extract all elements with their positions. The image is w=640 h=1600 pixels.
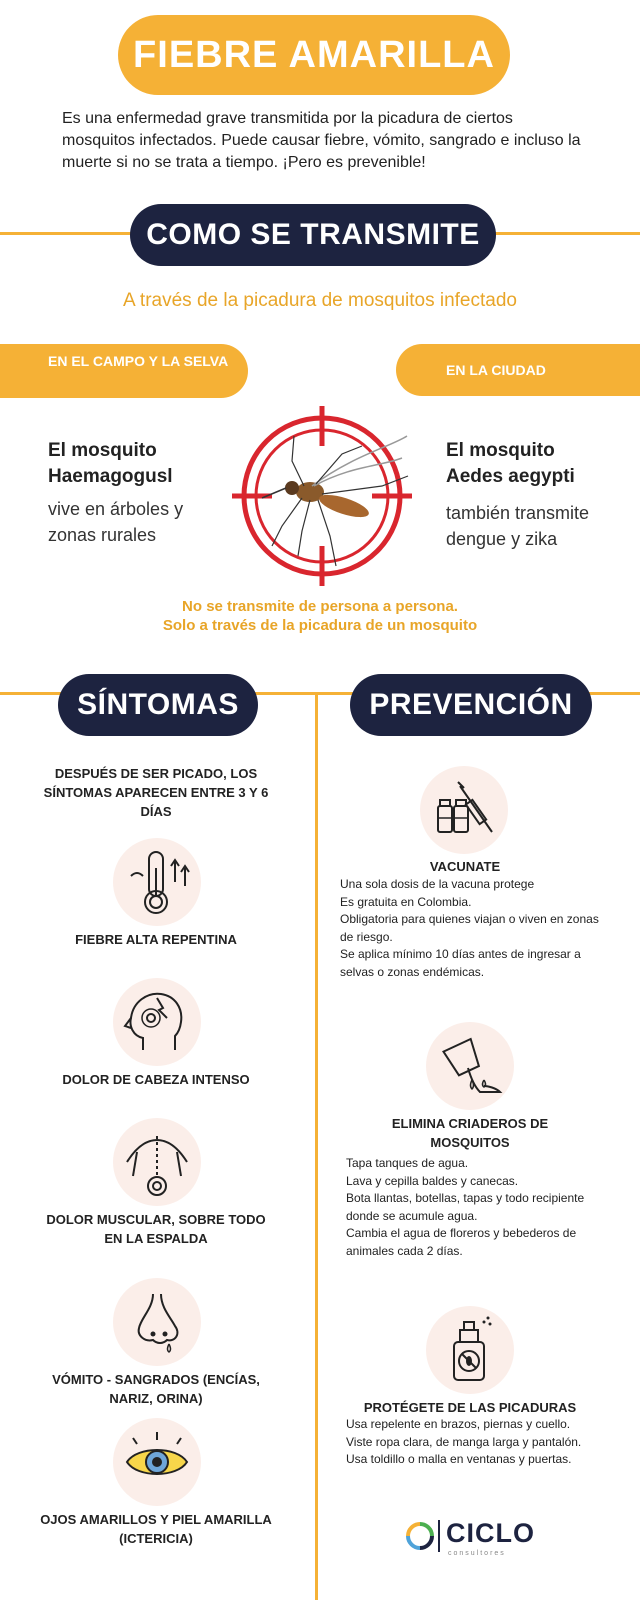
logo-separator: [438, 1520, 440, 1552]
vaccine-icon: [420, 766, 508, 854]
prevention-heading: PREVENCIÓN: [369, 688, 573, 721]
symptom-label: DOLOR MUSCULAR, SOBRE TODO EN LA ESPALDA: [46, 1212, 266, 1246]
tag-city: [396, 344, 640, 396]
prevention-title: VACUNATE: [429, 859, 501, 874]
prevention-line: Bota llantas, botellas, tapas y todo recipiente donde se acumule agua.: [346, 1191, 585, 1223]
rural-mosquito-block: [48, 438, 228, 548]
rural-mosquito-line2: Haemagogusl: [48, 466, 173, 487]
brand-logo: [404, 1516, 564, 1560]
cycle-logo-icon: [404, 1520, 436, 1552]
rural-mosquito-line1: El mosquito: [48, 440, 157, 461]
symptom-icon-bg: [113, 978, 201, 1066]
tag-rural: [0, 344, 248, 398]
symptom-icon-bg: [113, 838, 201, 926]
prevention-line: Usa repelente en brazos, piernas y cuello.: [346, 1417, 571, 1431]
city-mosquito-desc: también transmite dengue y zika: [446, 503, 590, 549]
title-pill: [118, 15, 510, 95]
eye-icon: [113, 1418, 201, 1506]
logo-name: CICLO: [446, 1518, 535, 1548]
symptoms-intro: DESPUÉS DE SER PICADO, LOS SÍNTOMAS APARECEN ENTRE 3 Y 6 DÍAS: [43, 766, 269, 819]
crosshair-icon: [232, 406, 412, 586]
headache-icon: [113, 978, 201, 1066]
prevention-line: Cambia el agua de floreros y bebederos de animales cada 2 días.: [346, 1226, 577, 1258]
symptoms-heading: SÍNTOMAS: [77, 688, 239, 721]
prevention-title: ELIMINA CRIADEROS DE MOSQUITOS: [391, 1116, 549, 1150]
transmission-subtitle: A través de la picadura de mosquitos infectado: [123, 290, 517, 311]
prevention-line: Lava y cepilla baldes y canecas.: [346, 1173, 519, 1188]
symptom-label: OJOS AMARILLOS Y PIEL AMARILLA (ICTERICIA): [40, 1512, 272, 1546]
symptom-icon-bg: [113, 1118, 201, 1206]
page-title: FIEBRE AMARILLA: [133, 33, 495, 76]
prevention-line: Tapa tanques de agua.: [346, 1156, 469, 1170]
prevention-list: [346, 1416, 602, 1469]
prevention-heading-pill: [350, 674, 592, 736]
symptom-icon-bg: [113, 1418, 201, 1506]
prevention-icon-bg: [426, 1022, 514, 1110]
prevention-list: [340, 876, 608, 981]
prevention-icon-bg: [420, 766, 508, 854]
transmission-notice: [0, 597, 640, 635]
symptom-icon-bg: [113, 1278, 201, 1366]
symptom-label: FIEBRE ALTA REPENTINA: [75, 932, 237, 947]
tag-rural-label: EN EL CAMPO Y LA SELVA: [48, 353, 229, 369]
mosquito-target-graphic: [232, 406, 412, 586]
nose-bleed-icon: [113, 1278, 201, 1366]
transmission-heading: COMO SE TRANSMITE: [146, 218, 480, 251]
tag-city-label: EN LA CIUDAD: [446, 362, 546, 378]
prevention-line: Se aplica mínimo 10 días antes de ingresar a selvas o zonas endémicas.: [340, 947, 581, 979]
intro-text: Es una enfermedad grave transmitida por la picadura de ciertos mosquitos infectados. Puede causar fiebre, vómito, sangrado e incluso la muerte si no se trata a tiempo. ¡Pero es prevenible!: [62, 110, 581, 171]
back-pain-icon: [113, 1118, 201, 1206]
city-mosquito-block: [446, 438, 626, 552]
rural-mosquito-desc: vive en árboles y zonas rurales: [48, 499, 184, 545]
prevention-title: PROTÉGETE DE LAS PICADURAS: [363, 1400, 577, 1415]
prevention-line: Obligatoria para quienes viajan o viven en zonas de riesgo.: [340, 912, 599, 944]
thermometer-icon: [113, 838, 201, 926]
bucket-spill-icon: [426, 1022, 514, 1110]
symptoms-heading-pill: [58, 674, 258, 736]
prevention-line: Usa toldillo o malla en ventanas y puertas.: [346, 1452, 572, 1466]
prevention-line: Viste ropa clara, de manga larga y pantalón.: [346, 1434, 582, 1449]
symptom-label: VÓMITO - SANGRADOS (ENCÍAS, NARIZ, ORINA): [52, 1372, 260, 1406]
logo-subtitle: consultores: [448, 1550, 506, 1557]
city-mosquito-line1: El mosquito: [446, 440, 555, 461]
symptom-label: DOLOR DE CABEZA INTENSO: [62, 1072, 250, 1087]
transmission-heading-pill: [130, 204, 496, 266]
prevention-icon-bg: [426, 1306, 514, 1394]
prevention-line: Es gratuita en Colombia.: [340, 894, 472, 909]
repellent-icon: [426, 1306, 514, 1394]
prevention-line: Una sola dosis de la vacuna protege: [340, 877, 535, 891]
column-divider: [315, 692, 318, 1600]
city-mosquito-line2: Aedes aegypti: [446, 466, 575, 487]
prevention-list: [346, 1155, 602, 1260]
notice-line2: Solo a través de la picadura de un mosquito: [162, 617, 478, 634]
notice-line1: No se transmite de persona a persona.: [182, 598, 458, 615]
